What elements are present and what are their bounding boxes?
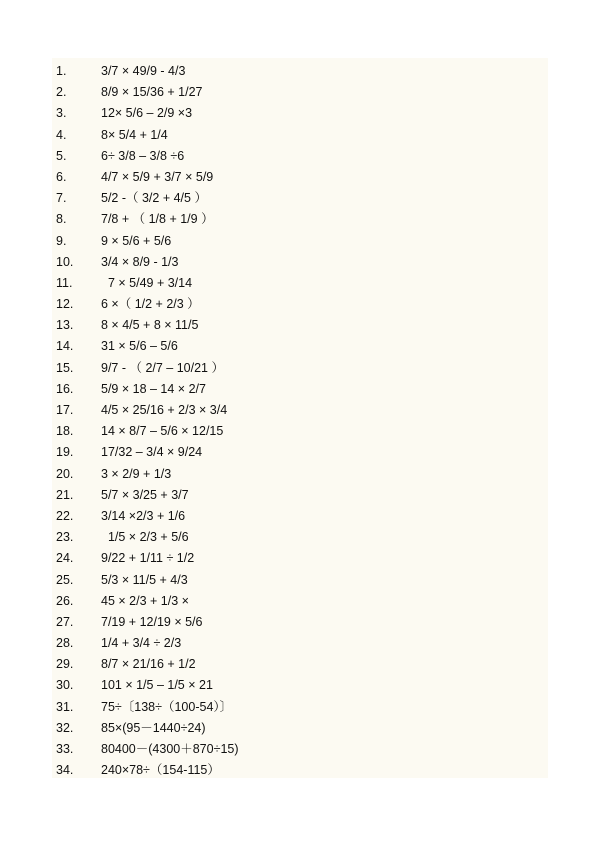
problem-number: 19. (56, 445, 74, 460)
problem-number: 26. (56, 593, 74, 608)
problem-item (56, 506, 536, 527)
problem-item (56, 231, 536, 252)
problem-item (56, 82, 536, 103)
problem-item (56, 612, 536, 633)
problem-number: 20. (56, 466, 74, 481)
problem-number: 4. (56, 127, 67, 142)
problem-item (56, 188, 536, 209)
problem-expression: 5/7 × 3/25 + 3/7 (101, 487, 189, 502)
problem-expression: 14 × 8/7 – 5/6 × 12/15 (101, 424, 224, 439)
problem-number: 25. (56, 572, 74, 587)
problem-item (56, 718, 536, 739)
problem-number: 34. (56, 763, 74, 778)
problem-number: 17. (56, 403, 74, 417)
problem-number: 3. (56, 106, 67, 121)
problem-item (56, 252, 536, 273)
problem-list (56, 61, 536, 781)
problem-number: 27. (56, 614, 74, 629)
problem-item (56, 591, 536, 612)
problem-number: 24. (56, 551, 74, 566)
problem-number: 31. (56, 699, 74, 714)
problem-number: 16. (56, 381, 74, 396)
problem-item (56, 570, 536, 591)
problem-expression: 85×(95－1440÷24) (101, 720, 206, 735)
problem-item (56, 294, 536, 315)
problem-number: 18. (56, 424, 74, 439)
problem-number: 22. (56, 508, 74, 523)
problem-expression: 8/9 × 15/36 + 1/27 (101, 85, 203, 100)
problem-expression: 31 × 5/6 – 5/6 (101, 339, 178, 354)
problem-number: 14. (56, 339, 74, 354)
problem-number: 29. (56, 657, 74, 672)
problem-item (56, 485, 536, 506)
problem-number: 2. (56, 85, 67, 100)
problem-expression: 80400－(4300＋870÷15) (101, 742, 239, 756)
problem-number: 1. (56, 64, 67, 78)
problem-item (56, 654, 536, 675)
problem-expression: 8× 5/4 + 1/4 (101, 127, 168, 142)
problem-number: 28. (56, 636, 74, 651)
problem-item (56, 61, 536, 82)
problem-item (56, 336, 536, 357)
problem-expression: 101 × 1/5 – 1/5 × 21 (101, 678, 213, 693)
problem-expression: 6 ×（ 1/2 + 2/3 ） (101, 297, 200, 312)
problem-expression: 17/32 – 3/4 × 9/24 (101, 445, 203, 460)
problem-expression: 7 × 5/49 + 3/14 (101, 275, 193, 290)
problem-expression: 12× 5/6 – 2/9 ×3 (101, 106, 193, 121)
problem-item (56, 125, 536, 146)
problem-expression: 45 × 2/3 + 1/3 × (101, 593, 189, 608)
problem-item (56, 527, 536, 548)
problem-item (56, 675, 536, 696)
problem-item (56, 400, 536, 421)
problem-item (56, 209, 536, 230)
problem-number: 6. (56, 169, 67, 184)
problem-number: 5. (56, 148, 67, 163)
problem-expression: 8 × 4/5 + 8 × 11/5 (101, 318, 199, 333)
problem-expression: 8/7 × 21/16 + 1/2 (101, 657, 196, 672)
problem-number: 7. (56, 191, 67, 206)
problem-item (56, 442, 536, 463)
problem-item (56, 167, 536, 188)
problem-number: 12. (56, 297, 74, 312)
problem-expression: 1/4 + 3/4 ÷ 2/3 (101, 636, 182, 651)
problem-expression: 5/2 -（ 3/2 + 4/5 ） (101, 191, 207, 206)
problem-expression: 7/8 + （ 1/8 + 1/9 ） (101, 212, 214, 227)
problem-item (56, 146, 536, 167)
problem-expression: 4/7 × 5/9 + 3/7 × 5/9 (101, 169, 214, 184)
problem-expression: 3/14 ×2/3 + 1/6 (101, 508, 186, 523)
problem-expression: 9/22 + 1/11 ÷ 1/2 (101, 551, 195, 566)
problem-expression: 75÷〔138÷（100-54）〕 (101, 699, 233, 714)
problem-expression: 9/7 - （ 2/7 – 10/21 ） (101, 360, 224, 375)
problem-number: 8. (56, 212, 67, 227)
problem-item (56, 273, 536, 294)
problem-expression: 1/5 × 2/3 + 5/6 (101, 530, 189, 545)
problem-expression: 4/5 × 25/16 + 2/3 × 3/4 (101, 403, 228, 417)
problem-item (56, 315, 536, 336)
problem-item (56, 633, 536, 654)
problem-item (56, 697, 536, 718)
problem-number: 23. (56, 530, 74, 545)
problem-item (56, 464, 536, 485)
problem-number: 9. (56, 233, 67, 248)
problem-item (56, 421, 536, 442)
problem-expression: 240×78÷（154-115） (101, 763, 220, 778)
problem-item (56, 358, 536, 379)
problem-number: 11. (56, 275, 73, 290)
problem-expression: 3 × 2/9 + 1/3 (101, 466, 172, 481)
problem-number: 15. (56, 360, 74, 375)
problem-expression: 5/3 × 11/5 + 4/3 (101, 572, 188, 587)
problem-number: 10. (56, 254, 74, 269)
problem-item (56, 739, 536, 760)
problem-number: 32. (56, 720, 74, 735)
problem-number: 13. (56, 318, 74, 333)
problem-item (56, 760, 536, 781)
problem-expression: 3/4 × 8/9 - 1/3 (101, 254, 179, 269)
problem-expression: 3/7 × 49/9 - 4/3 (101, 64, 186, 78)
problem-item (56, 548, 536, 569)
problem-item (56, 379, 536, 400)
problem-expression: 7/19 + 12/19 × 5/6 (101, 614, 203, 629)
problem-expression: 9 × 5/6 + 5/6 (101, 233, 172, 248)
problem-expression: 6÷ 3/8 – 3/8 ÷6 (101, 148, 185, 163)
problem-number: 33. (56, 742, 74, 756)
problem-number: 21. (56, 487, 74, 502)
problem-expression: 5/9 × 18 – 14 × 2/7 (101, 381, 206, 396)
problem-item (56, 103, 536, 124)
problem-number: 30. (56, 678, 74, 693)
